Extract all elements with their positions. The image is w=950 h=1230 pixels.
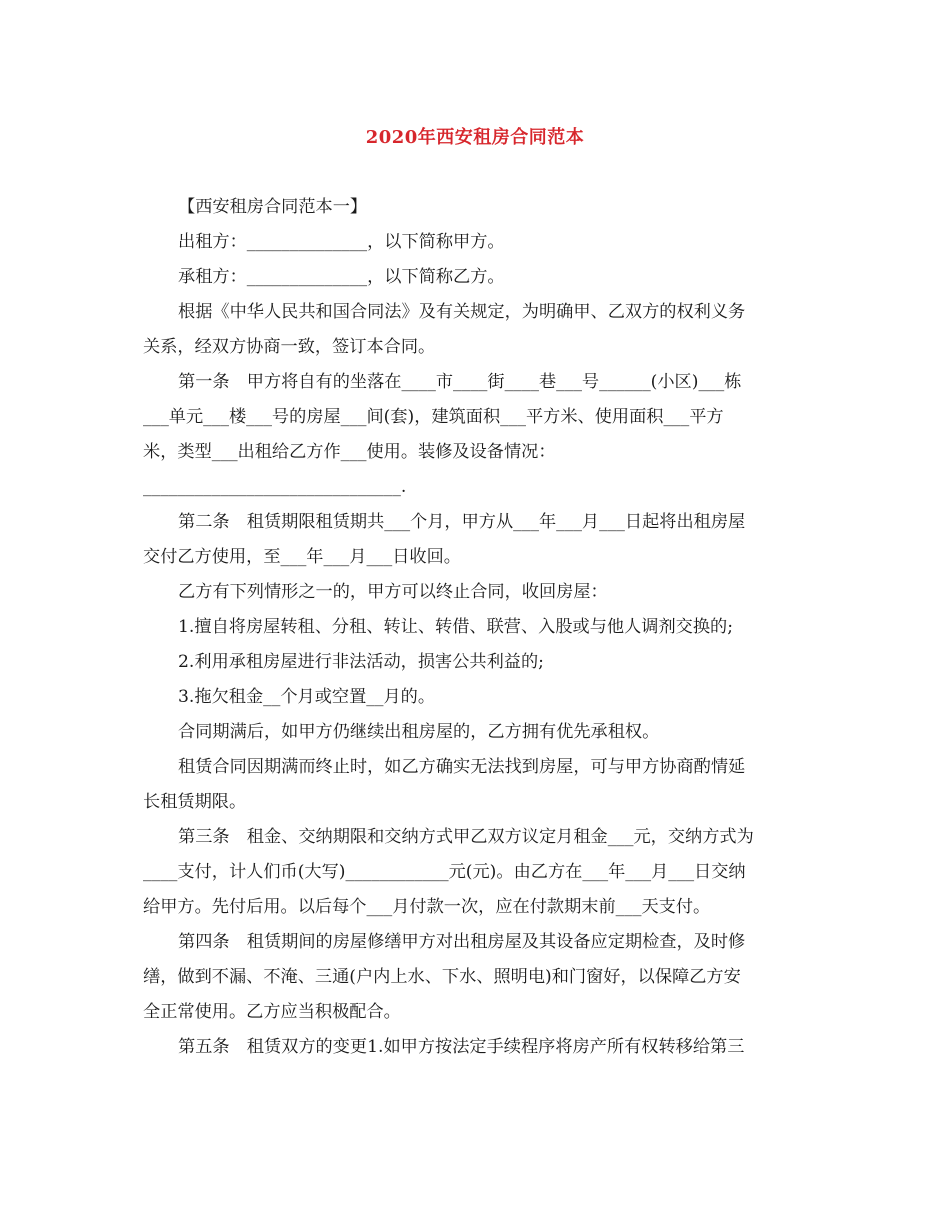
document-body (143, 190, 807, 1065)
preamble-line-2: 关系，经双方协商一致，签订本合同。 (143, 337, 436, 357)
termination-item-1: 1.擅自将房屋转租、分租、转让、转借、联营、入股或与他人调剂交换的; (178, 617, 734, 637)
article-3-line-2: ____支付，计人们币(大写)____________元(元)。由乙方在___年___月___日交纳 (143, 862, 746, 882)
article-4-line-3: 全正常使用。乙方应当积极配合。 (143, 1002, 401, 1022)
article-1-line-4: ______________________________. (143, 477, 407, 497)
article-5-line-1: 第五条 租赁双方的变更1.如甲方按法定手续程序将房产所有权转移给第三 (178, 1037, 745, 1057)
preamble-line-1: 根据《中华人民共和国合同法》及有关规定，为明确甲、乙双方的权利义务 (178, 302, 746, 322)
termination-item-2: 2.利用承租房屋进行非法活动，损害公共利益的; (178, 652, 544, 672)
lessor-line: 出租方：______________，以下简称甲方。 (178, 232, 505, 252)
termination-item-3: 3.拖欠租金__个月或空置__月的。 (178, 687, 436, 707)
article-1-line-3: 米，类型___出租给乙方作___使用。装修及设备情况： (143, 442, 556, 462)
extension-line-2: 长租赁期限。 (143, 792, 247, 812)
article-4-line-1: 第四条 租赁期间的房屋修缮甲方对出租房屋及其设备应定期检查，及时修 (178, 932, 746, 952)
extension-line-1: 租赁合同因期满而终止时，如乙方确实无法找到房屋，可与甲方协商酌情延 (178, 757, 746, 777)
section-heading: 【西安租房合同范本一】 (178, 197, 368, 217)
article-4-line-2: 缮，做到不漏、不淹、三通(户内上水、下水、照明电)和门窗好，以保障乙方安 (143, 967, 741, 987)
article-1-line-1: 第一条 甲方将自有的坐落在____市____街____巷___号______(小区)___栋 (178, 372, 742, 392)
lessee-line: 承租方：______________，以下简称乙方。 (178, 267, 505, 287)
article-3-line-3: 给甲方。先付后用。以后每个___月付款一次，应在付款期末前___天支付。 (143, 897, 711, 917)
article-2-line-2: 交付乙方使用，至___年___月___日收回。 (143, 547, 461, 567)
article-3-line-1: 第三条 租金、交纳期限和交纳方式甲乙双方议定月租金___元，交纳方式为 (178, 827, 754, 847)
priority-renewal-line: 合同期满后，如甲方仍继续出租房屋的，乙方拥有优先承租权。 (178, 722, 660, 742)
article-1-line-2: ___单元___楼___号的房屋___间(套)，建筑面积___平方米、使用面积___平方 (143, 407, 724, 427)
termination-intro: 乙方有下列情形之一的，甲方可以终止合同，收回房屋： (178, 582, 608, 602)
document-title: 2020年西安租房合同范本 (365, 127, 585, 148)
article-2-line-1: 第二条 租赁期限租赁期共___个月，甲方从___年___月___日起将出租房屋 (178, 512, 746, 532)
